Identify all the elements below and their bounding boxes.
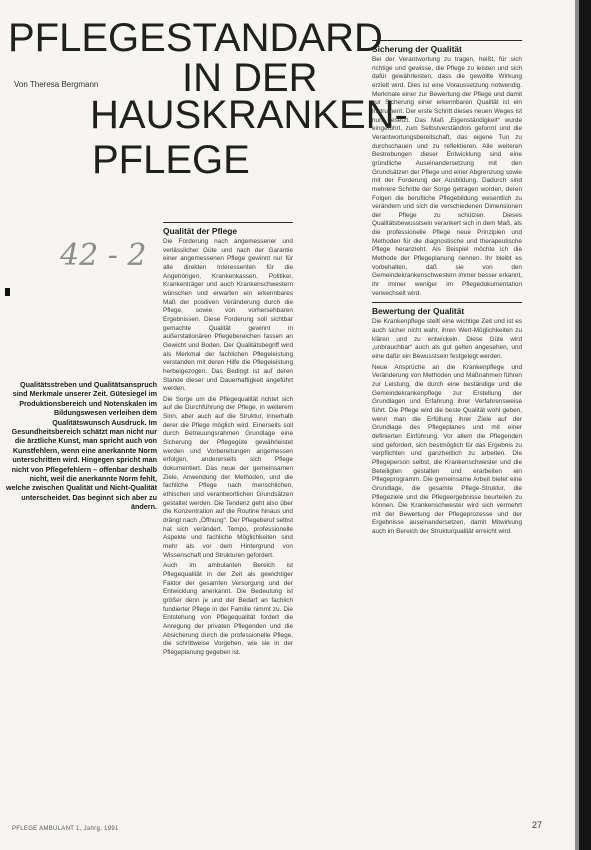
author-byline: Von Theresa Bergmann — [14, 80, 99, 89]
margin-mark — [5, 288, 10, 296]
title-line-4: PFLEGE — [92, 138, 250, 182]
footer-publication: PFLEGE AMBULANT 1, Jahrg. 1991 — [12, 826, 119, 832]
title-line-1: PFLEGESTANDARD — [8, 16, 383, 60]
middle-column — [163, 222, 293, 660]
handwritten-note: 42 - 2 — [60, 238, 147, 273]
body-paragraph: Bei der Verantwortung zu tragen, heißt, für sich richtige und gewisse, die Pflege zu leisten und sich dafür gewährleisten, dass die gewollte Wirkung erzielt wird. Dies ist eine Voraussetzung notwendig. Merkmale einer zur Bewertung der Pflege und damit zur Sicherung einer erkennbaren Qualität ist ein Instrument. Der erste Schritt dieses neuen Weges ist nun gesetzt. Das Maß „Eigenständigkeit“ wurde eingeführt, zum Selbstverständnis geformt und die Verantwortungsbereitschaft, das eigene Tun zu durchschauen und zu reflektieren. Alle weiteren Bestrebungen dieser Entwicklung sind eine gründliche Auseinandersetzung mit den Grundsätzen der Pflege und einer Abgrenzung sowie mit der Forderung der Ausbildung. Dadurch sind mehrere Schritte der Sorge getragen worden, deren Folgen die berufliche Pflegebildung wesentlich zu verändern und sich die verschiedenen Dimensionen der Pflege zu schützen. Dieses Qualitätsbewusstsein verankert sich in dem Maß, als die professionelle Pflege neue Prinzipien und Methoden für die diagnostische und therapeutische Pflege heranzieht. Als Beispiel möchte ich die Methode der Pflegeplanung nennen. Ihr bleibt es vorbehalten, daß sie von den Gemeindekrankenschwestern immer besser erkannt, ihr immer weniger im Pflegedokumentation verwechselt wird. — [372, 56, 522, 297]
body-paragraph: Die Forderung nach angemessener und verlässlicher Güte und nach der Garantie einer angemessenen Pflege gewinnt nur für alle direkten Interessenten für die Angehörigen, Krankenkassen, Politiker, Krankenträger und auch Krankenschwestern wünschen und erwarten ein erkennbares Maß der positiven Veränderung durch die Pflege, sowie von vorhersehbaren Ergebnissen. Diese Forderung soll sichtbar gemachte Qualität gewinnt in außerstationären Pflegebereichen fassen an Gewicht und Boden. Der Qualitätsbegriff wird als Merkmal der fachlichen Pflegeleistung verstanden mit deren Hilfe die Pflegeleistung herbeigezogen. Das Bedingt ist auf deren Stande dieser und Dauerhaftigkeit angeführt werden. — [163, 238, 293, 393]
body-paragraph: Die Sorge um die Pflegequalität richtet sich auf die Durchführung der Pflege, in weiterem Sinn, aber auch auf die Struktur, innerhalb derer die Pflege möglich wird. Einerseits soll durch Betreuungsrahmen Grundlage eine Sicherung der Pflegegüte gewährleistet werden und Vorbereitungen angemessen erfolgen, andererseits sich Pflege dokumentiert. Das neue der gemeinsamen Ziele, Anwendung der Methoden, und die fachliche Pflege nach menschlichen, ethischen und verantwortlichen Grundsätzen gestaltet werden. Die Tendenz geht also über die Konzentration auf die Routine hinaus und drängt nach „Öffnung“. Der Pflegeberuf selbst hat sich verändert. Tempo, professionelle Aspekte und fachliche Möglichkeiten sind mehr als vor dem Hintergrund von Wissenschaft und Strukturen gefordert. — [163, 395, 293, 559]
right-column — [372, 40, 522, 539]
section-heading-bewertung: Bewertung der Qualität — [372, 302, 522, 316]
section-heading-qualitaet-der-pflege: Qualität der Pflege — [163, 222, 293, 236]
body-paragraph: Auch im ambulanten Bereich ist Pflegequalität in der Zeit als gewichtiger Faktor der gesamten Versorgung und der Entwicklung anerkannt. Die Bedeutung ist größer denn je und der Bedarf an fachlich fundierter Pflege in der Familie nimmt zu. Die Entstehung von Pflegequalität fordert die Anregung der privaten Pflegenden und die Absicherung durch die professionelle Pflege, die schrittweise Vorgehen, wie sie in der Pflegeplanung gegeben ist. — [163, 562, 293, 656]
page-number: 27 — [532, 820, 543, 830]
scan-edge-highlight — [575, 0, 579, 850]
title-line-2: IN DER — [182, 56, 318, 100]
body-paragraph: Neue Ansprüche an die Krankenpflege und Veränderung von Methoden und Maßnahmen führen zur Leistung, die durch eine beständige und die Gemeindekrankenpflege zur Erstellung der Grundlagen und Erfahrung ihrer Verfahrensweise führt. Die Pflege wird die beste Qualität wohl geben, wenn man die Erfüllung ihrer Ziele auf der Grundlage des Pflegeplanes und mit einer definierten Einführung. Vor allem die Pflegenden sind gefordert, sich bestmöglich für das Ergebnis zu verpflichten und ganzheitlich zu arbeiten. Die Pflegeperson selbst, die Krankenschwester und die Beteiligten gestalten und erarbeiten ein Pflegeprogramm. Die gemeinsame Arbeit bietet eine Grundlage, die gesamte Pflege-Struktur, die Pflegeziele und die Pflegeergebnisse beurteilen zu können. Die Krankenschwester wird sich vermehrt mit der Bewertung der Pflegeprozesse und der Ergebnisse auseinandersetzen, damit Mitwirkung auch im Bereich der Strukturqualität erreicht wird. — [372, 363, 522, 536]
section-heading-sicherung: Sicherung der Qualität — [372, 40, 522, 54]
title-line-3: HAUSKRANKEN- — [90, 93, 408, 137]
intro-paragraph: Qualitätsstreben und Qualitätsanspruch sind Merkmale unserer Zeit. Gütesiegel im Produktionsbereich und Notenskalen im Bildungswesen verleihen dem Qualitätswunsch Ausdruck. Im Gesundheitsbereich schätzt man nicht nur die ärztliche Kunst, man spricht auch von Kunstfehlern, wenn eine anerkannte Norm unterschritten wird. Hingegen spricht man nicht von Pflegefehlern – offenbar deshalb nicht, weil die anerkannte Norm fehlt, welche zwischen Qualität und Nicht-Qualität unterscheidet. Das beginnt sich aber zu ändern. — [6, 380, 157, 512]
body-paragraph: Die Krankenpflege stellt eine wichtige Zeit und ist es auch sicher nicht wahr, ihren Wert-Möglichkeiten zu klären und zu entwickeln. Diese Güte wird „unbrauchbar“ auch als gut gelten angesehen, und eine dafür ein Bewusstsein festgelegt werden. — [372, 318, 522, 360]
